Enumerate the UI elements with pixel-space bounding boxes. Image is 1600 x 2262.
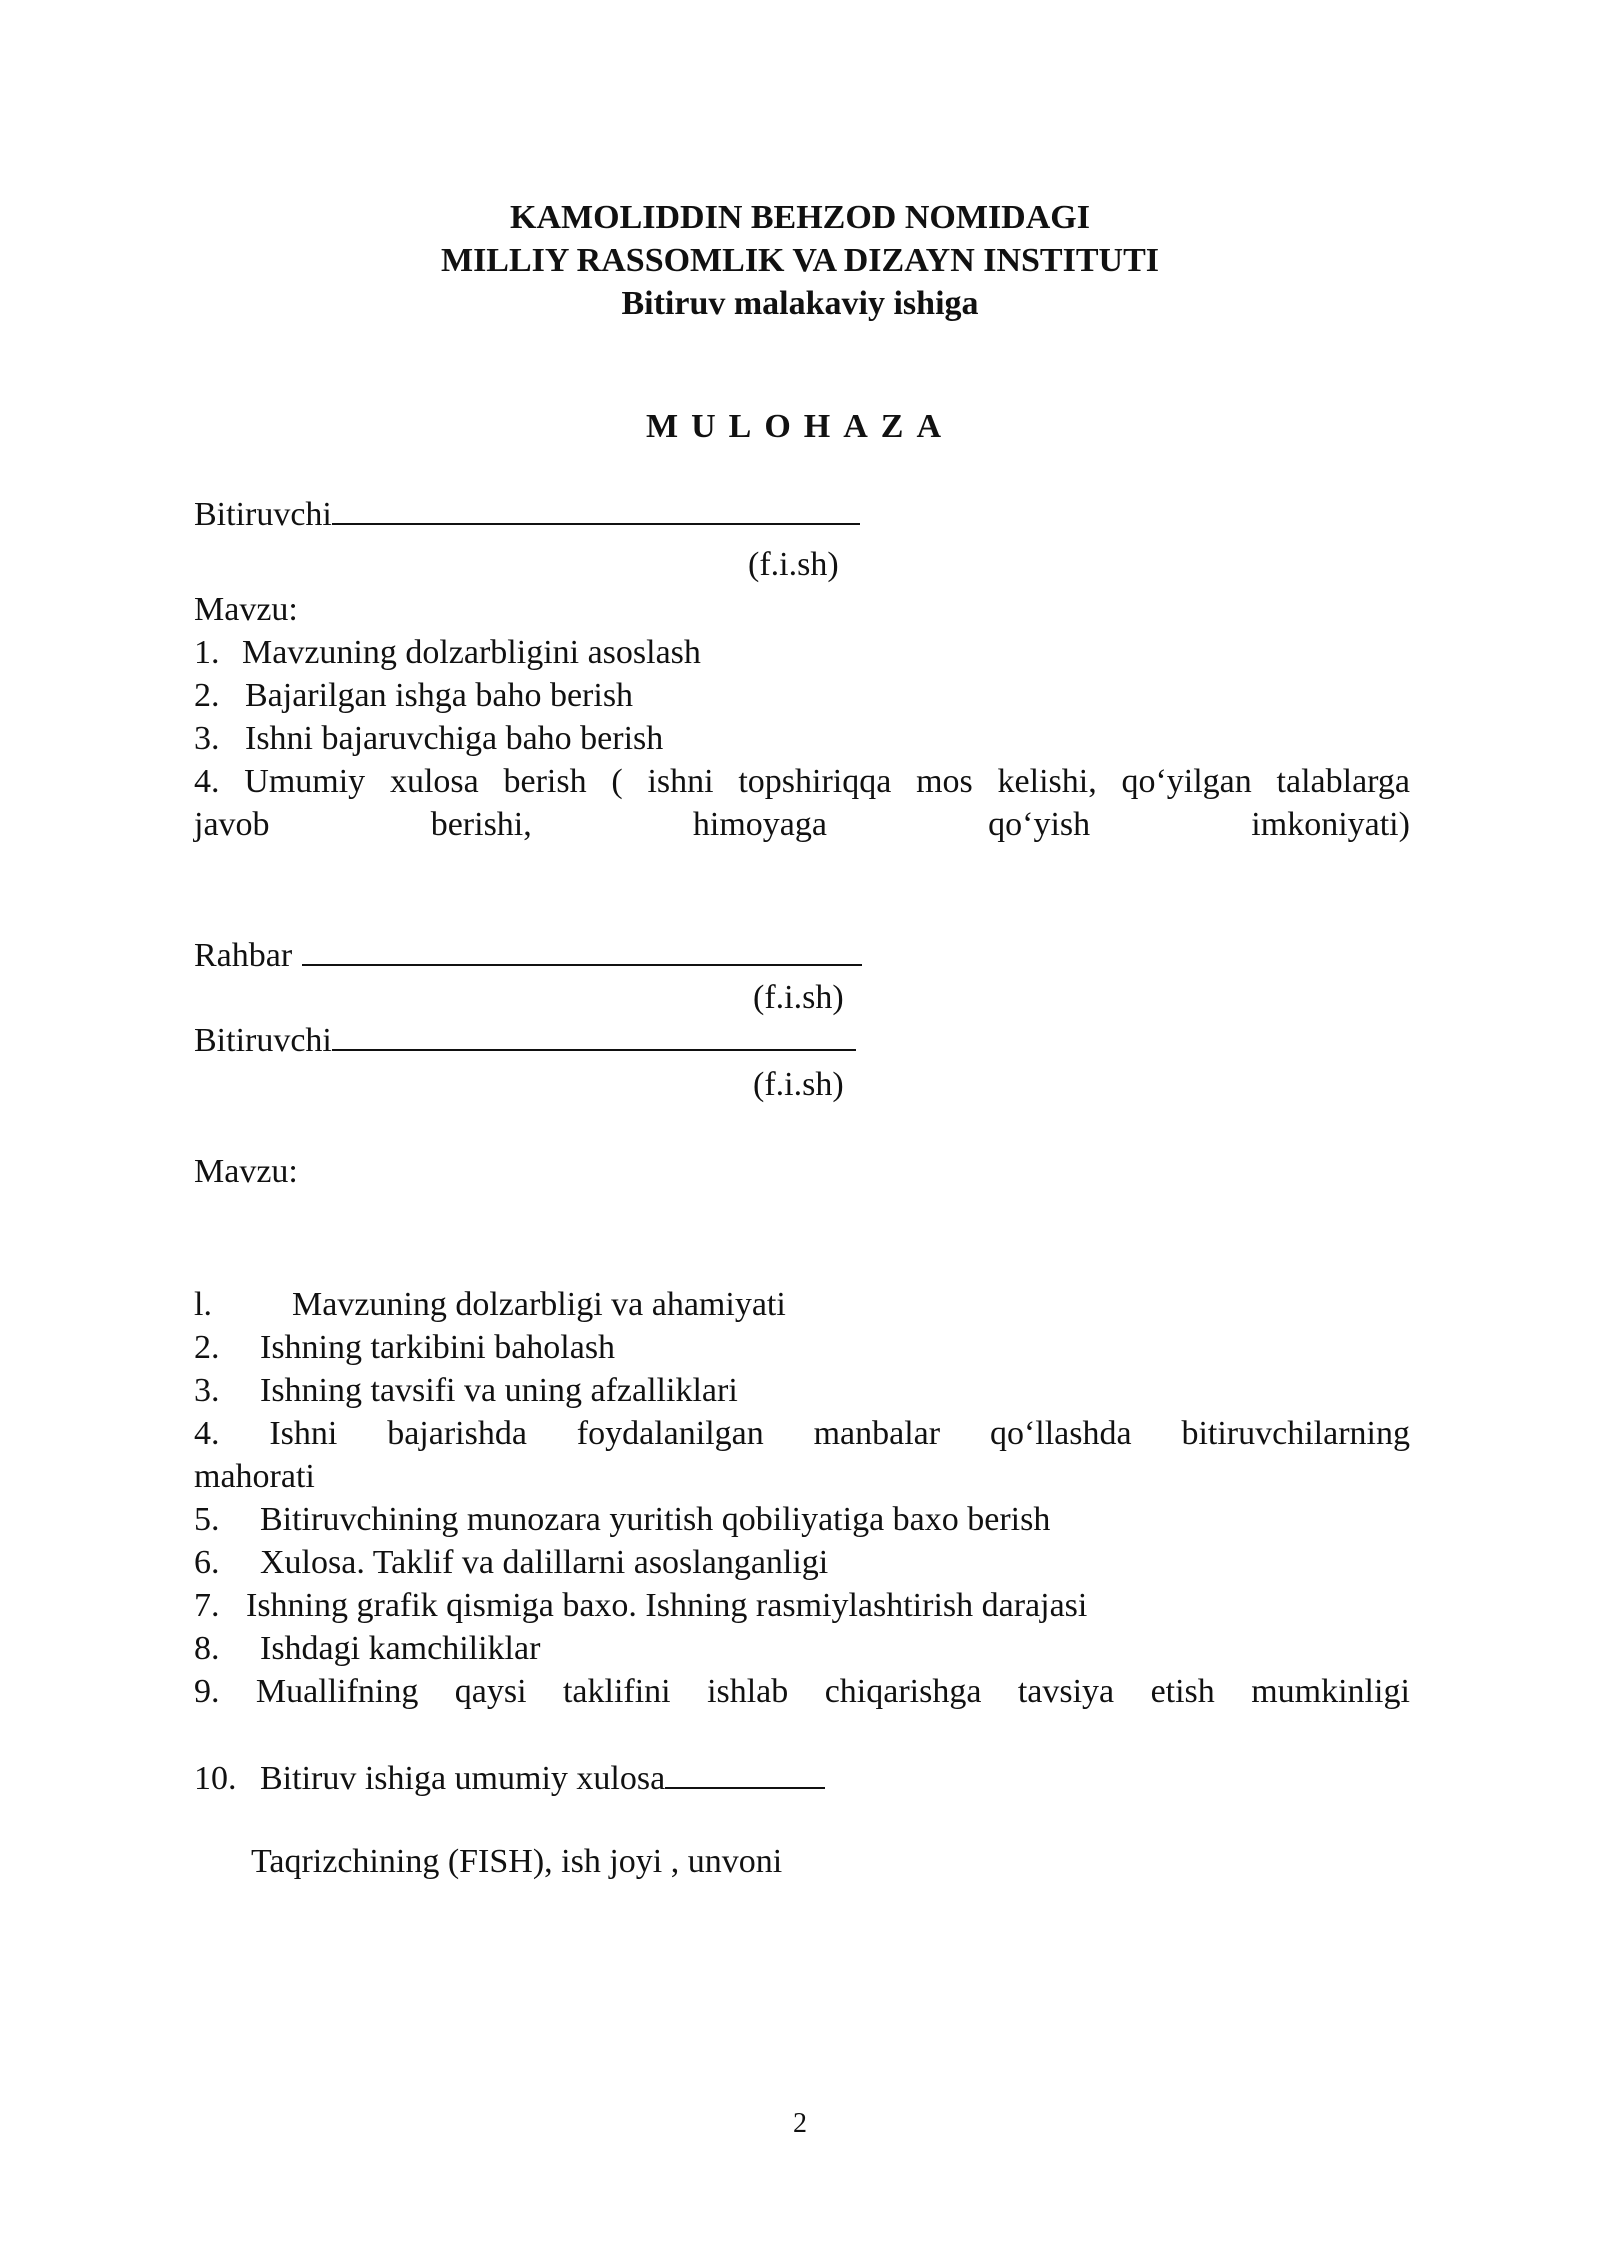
topic-label: Mavzu: — [194, 591, 298, 628]
list-item-justified-line: 4. Umumiy xulosa berish ( ishni topshiriqqa mos kelishi, qo‘yilgan talablarga — [194, 763, 1410, 800]
list-item-justified-line: 4. Ishni bajarishda foydalanilgan manbalar qo‘llashda bitiruvchilarning — [194, 1415, 1410, 1452]
fish-caption: (f.i.sh) — [753, 1066, 844, 1103]
list-item: 7. Ishning grafik qismiga baxo. Ishning rasmiylashtirish darajasi — [194, 1587, 1088, 1624]
institution-name-line2: MILLIY RASSOMLIK VA DIZAYN INSTITUTI — [440, 242, 1159, 279]
graduate-label: Bitiruvchi — [194, 1022, 332, 1059]
list-item: l. Mavzuning dolzarbligi va ahamiyati — [194, 1286, 786, 1323]
reviewer-line: Taqrizchining (FISH), ish joyi , unvoni — [251, 1843, 783, 1880]
list-item: 5. Bitiruvchining munozara yuritish qobiliyatiga baxo berish — [194, 1501, 1051, 1538]
graduate-blank-line — [332, 1019, 856, 1051]
supervisor-field — [194, 934, 862, 977]
graduate-field-2 — [194, 1019, 856, 1062]
list-item: 2. Bajarilgan ishga baho berish — [194, 677, 634, 714]
graduate-field-1 — [194, 493, 860, 536]
document-subject: Bitiruv malakaviy ishiga — [621, 285, 979, 322]
page-number: 2 — [793, 2108, 807, 2139]
list-item: 2. Ishning tarkibini baholash — [194, 1329, 616, 1366]
supervisor-blank-line — [302, 934, 862, 966]
fish-caption: (f.i.sh) — [748, 546, 839, 583]
list-item-justified-line: 9. Muallifning qaysi taklifini ishlab chiqarishga tavsiya etish mumkinligi — [194, 1673, 1410, 1710]
list-item: 3. Ishning tavsifi va uning afzalliklari — [194, 1372, 738, 1409]
list-item-continuation: mahorati — [194, 1458, 315, 1495]
supervisor-label: Rahbar — [194, 937, 293, 974]
list-item: 3. Ishni bajaruvchiga baho berish — [194, 720, 664, 757]
list-item: 10. Bitiruv ishiga umumiy xulosa — [194, 1757, 825, 1800]
graduate-blank-line — [332, 493, 860, 525]
topic-label: Mavzu: — [194, 1153, 298, 1190]
institution-name-line1: KAMOLIDDIN BEHZOD NOMIDAGI — [510, 199, 1090, 236]
list-item-justified-line: javob berishi, himoyaga qo‘yish imkoniyati) — [194, 806, 1410, 843]
list-item: 8. Ishdagi kamchiliklar — [194, 1630, 541, 1667]
list-item: 6. Xulosa. Taklif va dalillarni asoslanganligi — [194, 1544, 829, 1581]
document-title: MULOHAZA — [646, 408, 954, 445]
fish-caption: (f.i.sh) — [753, 979, 844, 1016]
conclusion-blank-line — [665, 1757, 825, 1789]
graduate-label: Bitiruvchi — [194, 496, 332, 533]
list-item: 1. Mavzuning dolzarbligini asoslash — [194, 634, 701, 671]
